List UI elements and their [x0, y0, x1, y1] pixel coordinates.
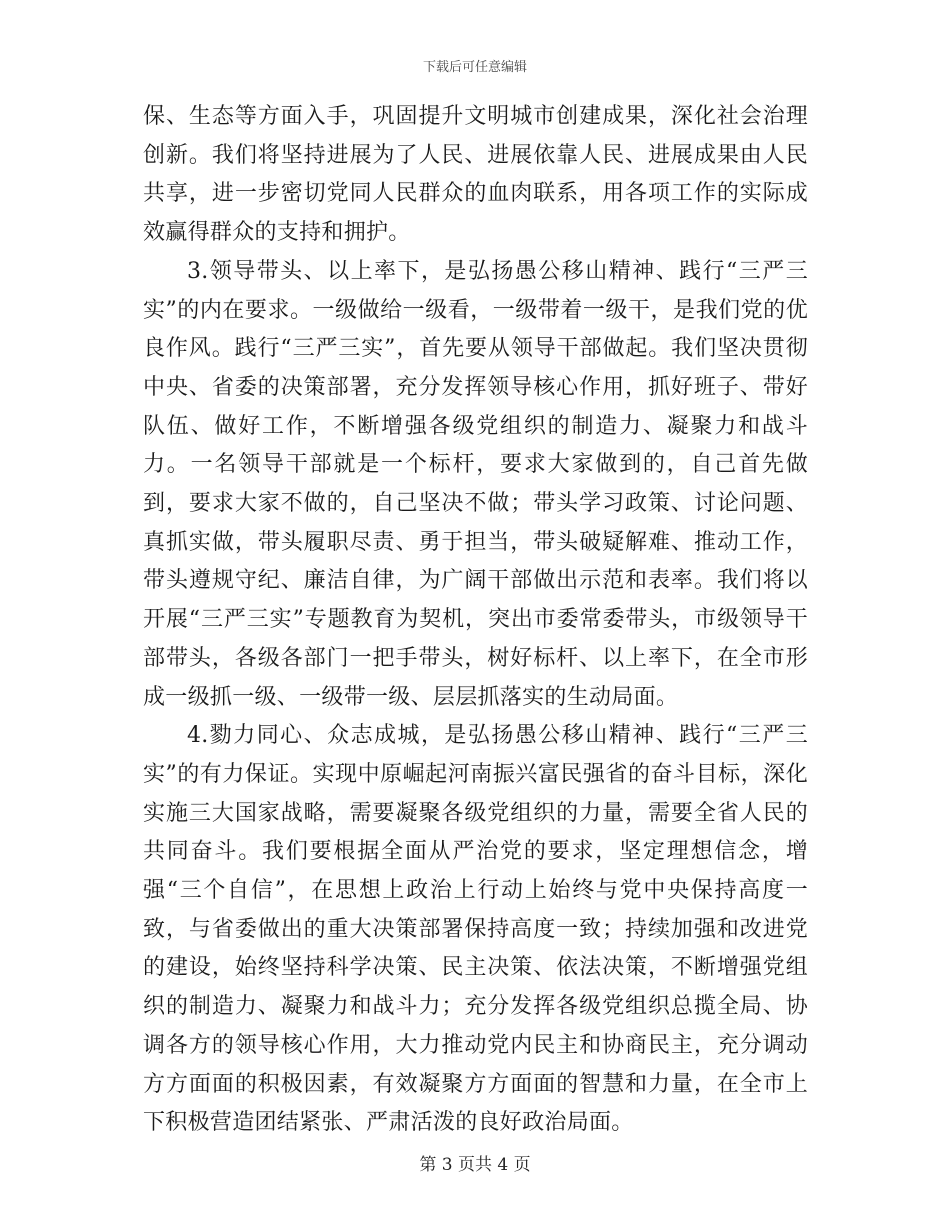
paragraph-item-4: 4.勠力同心、众志成城，是弘扬愚公移山精神、践行“三严三实”的有力保证。实现中原崛起河南振兴富民强省的奋斗目标，深化实施三大国家战略，需要凝聚各级党组织的力量，需要全省人民的共同奋斗。我们要根据全面从严治党的要求，坚定理想信念，增强“三个自信”，在思想上政治上行动上始终与党中央保持高度一致，与省委做出的重大决策部署保持高度一致；持续加强和改进党的建设，始终坚持科学决策、民主决策、依法决策，不断增强党组织的制造力、凝聚力和战斗力；充分发挥各级党组织总揽全局、协调各方的领导核心作用，大力推动党内民主和协商民主，充分调动方方面面的积极因素，有效凝聚方方面面的智慧和力量，在全市上下积极营造团结紧张、严肃活泼的良好政治局面。	[143, 723, 808, 1136]
paragraph-item-3: 3.领导带头、以上率下，是弘扬愚公移山精神、践行“三严三实”的内在要求。一级做给一级看，一级带着一级干，是我们党的优良作风。践行“三严三实”，首先要从领导干部做起。我们坚决贯彻中央、省委的决策部署，充分发挥领导核心作用，抓好班子、带好队伍、做好工作，不断增强各级党组织的制造力、凝聚力和战斗力。一名领导干部就是一个标杆，要求大家做到的，自己首先做到，要求大家不做的，自己坚决不做；带头学习政策、讨论问题、真抓实做，带头履职尽责、勇于担当，带头破疑解难、推动工作，带头遵规守纪、廉洁自律，为广阔干部做出示范和表率。我们将以开展“三严三实”专题教育为契机，突出市委常委带头，市级领导干部带头，各级各部门一把手带头，树好标杆、以上率下，在全市形成一级抓一级、一级带一级、层层抓落实的生动局面。	[143, 258, 808, 710]
document-body	[143, 98, 808, 1143]
page-number-footer: 第 3 页共 4 页	[419, 1155, 531, 1175]
paragraph-continuation: 保、生态等方面入手，巩固提升文明城市创建成果，深化社会治理创新。我们将坚持进展为了人民、进展依靠人民、进展成果由人民共享，进一步密切党同人民群众的血肉联系，用各项工作的实际成效赢得群众的支持和拥护。	[143, 104, 808, 246]
page-header-note: 下载后可任意编辑	[422, 60, 527, 75]
